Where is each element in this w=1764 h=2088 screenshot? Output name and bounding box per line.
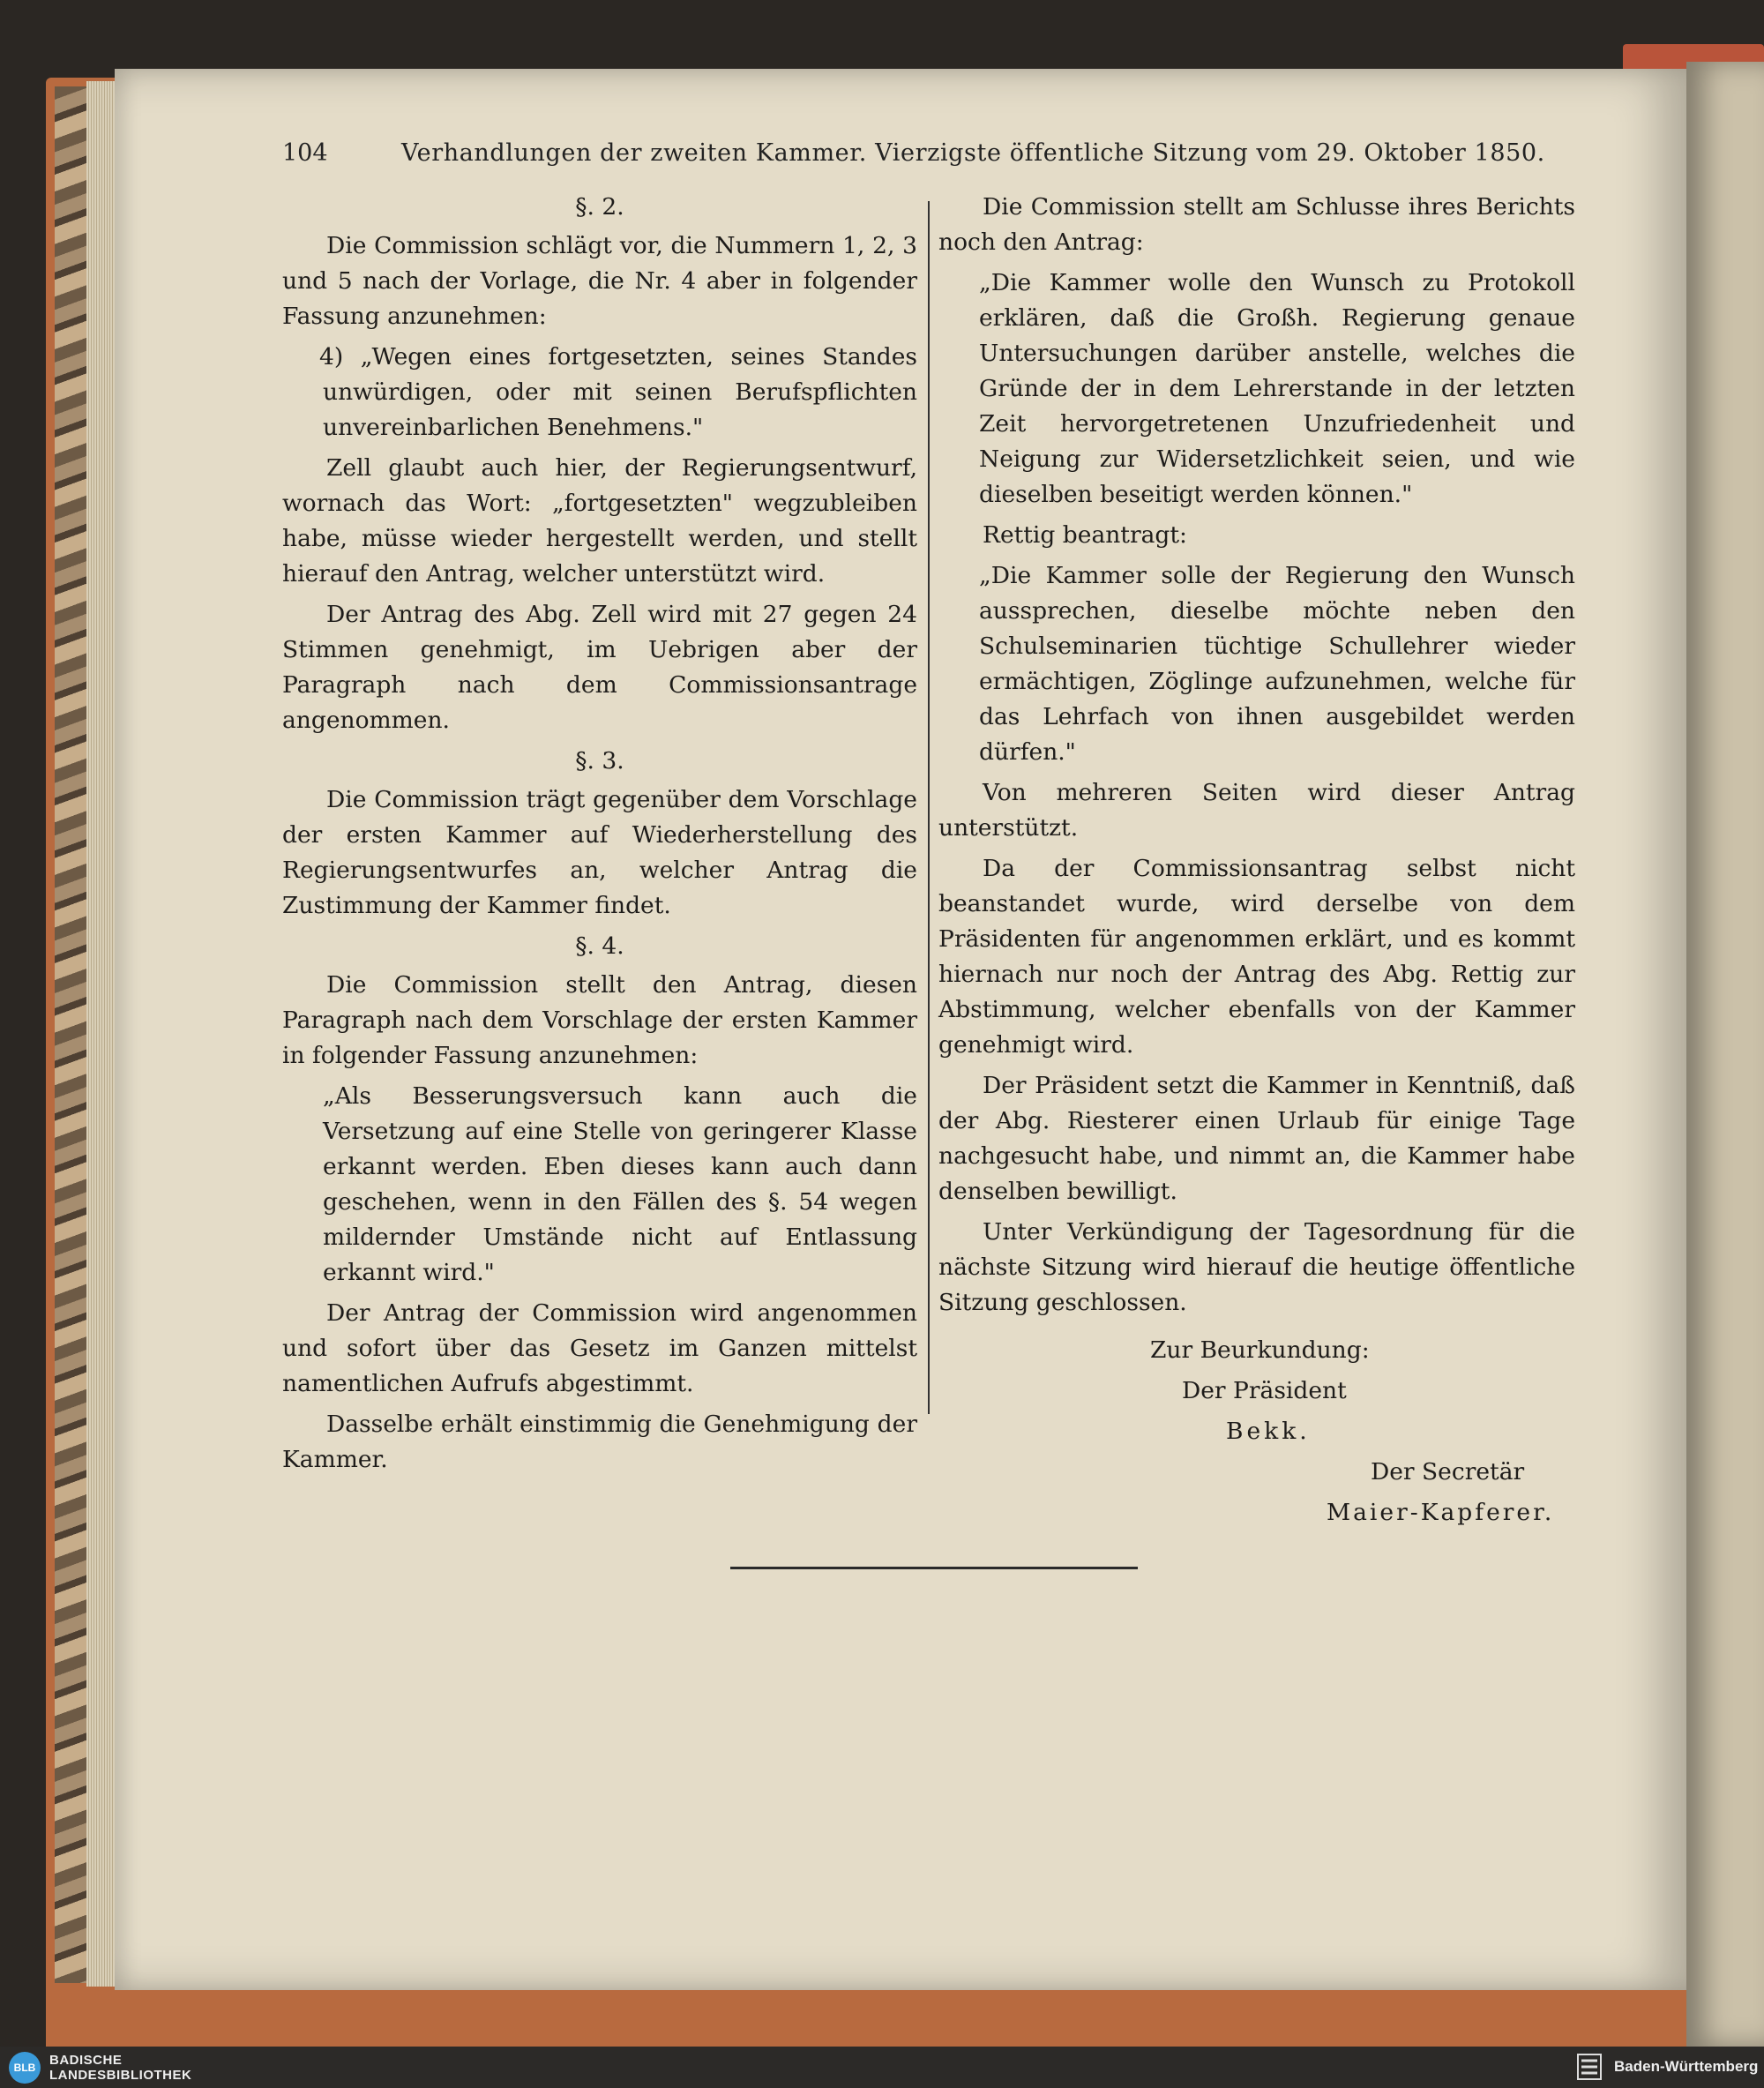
paragraph: Die Commission stellt den Antrag, diesen Paragraph nach dem Vorschlage der ersten Kammer in folgender Fassung anzunehmen: [282,971,917,1069]
quotation: „Die Kammer solle der Regierung den Wunsch aussprechen, dieselbe möchte neben den Schulseminarien tüchtige Schullehrer wieder ermächtigen, Zöglinge aufzunehmen, welche für das Lehrfach von ihnen ausgebildet werden dürfen." [979,562,1575,766]
right-column [938,190,1575,1536]
running-title: Verhandlungen der zweiten Kammer. Vierzigste öffentliche Sitzung vom 29. Oktober 1850. [401,139,1545,167]
paragraph: Von mehreren Seiten wird dieser Antrag unterstützt. [938,779,1575,842]
library-name-line2: LANDESBIBLIOTHEK [49,2068,192,2083]
paragraph: Der Antrag des Abg. Zell wird mit 27 gegen 24 Stimmen genehmigt, im Uebrigen aber der Paragraph nach dem Commissionsantrage angenommen. [282,601,917,734]
coat-of-arms-icon [1577,2054,1602,2080]
paragraph: Der Präsident setzt die Kammer in Kenntniß, daß der Abg. Riesterer einen Urlaub für einige Tage nachgesucht habe, und nimmt an, die Kammer habe denselben bewilligt. [938,1072,1575,1205]
library-name-line1: BADISCHE [49,2053,123,2068]
paragraph: Die Commission stellt am Schlusse ihres Berichts noch den Antrag: [938,193,1575,256]
quotation: 4) „Wegen eines fortgesetzten, seines Standes unwürdigen, oder mit seinen Berufspflichten unvereinbarlichen Benehmens." [319,343,917,441]
blb-logo-icon[interactable]: BLB [9,2052,41,2084]
facing-page [1686,62,1764,2047]
paragraph: Der Antrag der Commission wird angenommen und sofort über das Gesetz im Ganzen mittelst namentlichen Aufrufs abgestimmt. [282,1299,917,1397]
president-title: Der Präsident [1182,1377,1347,1404]
paragraph: Rettig beantragt: [983,521,1187,549]
library-name[interactable] [49,2053,191,2083]
section-heading: §. 3. [575,747,624,775]
end-rule [730,1567,1138,1569]
state-name[interactable]: Baden-Württemberg [1614,2058,1759,2075]
page-header [282,139,1545,175]
quotation: „Die Kammer wolle den Wunsch zu Protokoll erklären, daß die Großh. Regierung genaue Untersuchungen darüber anstelle, welches die Gründe der in dem Lehrerstande in der letzten Zeit hervorgetretenen Unzufriedenheit und Neigung zur Widersetzlichkeit seien, und wie dieselben beseitigt werden können." [979,269,1575,508]
section-heading: §. 4. [575,932,624,960]
footer-bar [0,2047,1764,2088]
paragraph: Da der Commissionsantrag selbst nicht beanstandet wurde, wird derselbe von dem Präsidenten für angenommen erklärt, und es kommt hiernach nur noch der Antrag des Abg. Rettig zur Abstimmung, welcher ebenfalls von der Kammer genehmigt wird. [938,855,1575,1059]
column-divider [928,201,930,1414]
paragraph: Dasselbe erhält einstimmig die Genehmigung der Kammer. [282,1411,917,1473]
quotation: „Als Besserungsversuch kann auch die Versetzung auf eine Stelle von geringerer Klasse erkannt werden. Eben dieses kann auch dann geschehen, wenn in den Fällen des §. 54 wegen mildernder Umstände nicht auf Entlassung erkannt wird." [323,1082,917,1286]
president-name: Bekk. [1226,1418,1311,1445]
page-number: 104 [282,139,328,167]
section-heading: §. 2. [575,193,624,221]
paragraph: Zell glaubt auch hier, der Regierungsentwurf, wornach das Wort: „fortgesetzten" wegzubleiben habe, müsse wieder hergestellt werden, und stellt hierauf den Antrag, welcher unterstützt wird. [282,454,917,587]
secretary-title: Der Secretär [1371,1458,1525,1486]
secretary-name: Maier-Kapferer. [1327,1499,1555,1526]
signature-heading: Zur Beurkundung: [1150,1336,1370,1364]
left-column [282,190,917,1483]
paragraph: Die Commission schlägt vor, die Nummern 1, 2, 3 und 5 nach der Vorlage, die Nr. 4 aber in folgender Fassung anzunehmen: [282,232,917,330]
paragraph: Unter Verkündigung der Tagesordnung für die nächste Sitzung wird hierauf die heutige öffentliche Sitzung geschlossen. [938,1218,1575,1316]
paragraph: Die Commission trägt gegenüber dem Vorschlage der ersten Kammer auf Wiederherstellung des Regierungsentwurfes an, welcher Antrag die Zustimmung der Kammer findet. [282,786,917,919]
